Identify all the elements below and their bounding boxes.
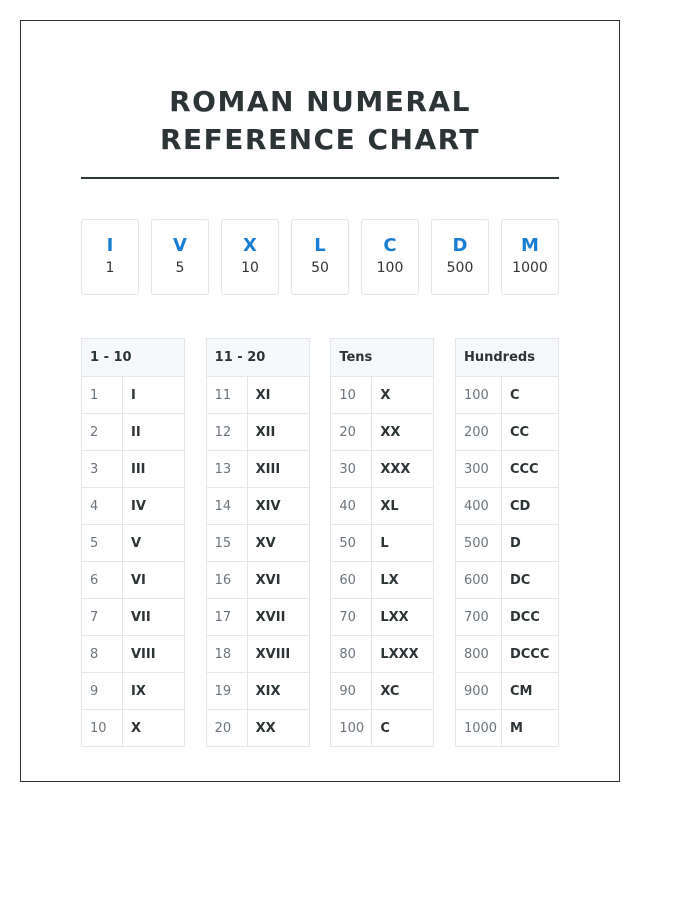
table-row <box>82 451 185 488</box>
symbol-value: 1 <box>105 260 115 276</box>
table-row <box>331 710 434 747</box>
table-row <box>82 710 185 747</box>
table-row <box>82 377 185 414</box>
table-row <box>331 636 434 673</box>
table-header: Tens <box>331 339 434 377</box>
table-row <box>331 451 434 488</box>
symbol-value: 1000 <box>512 260 548 276</box>
roman-numeral: XI <box>247 377 309 414</box>
arabic-number: 14 <box>206 488 247 525</box>
roman-numeral: LX <box>372 562 434 599</box>
table-row <box>206 451 309 488</box>
roman-numeral: V <box>123 525 185 562</box>
table-1-10 <box>81 338 185 747</box>
arabic-number: 10 <box>331 377 372 414</box>
roman-numeral: XII <box>247 414 309 451</box>
roman-numeral: D <box>501 525 558 562</box>
roman-numeral: XC <box>372 673 434 710</box>
roman-numeral: L <box>372 525 434 562</box>
symbol-value: 100 <box>376 260 404 276</box>
arabic-number: 80 <box>331 636 372 673</box>
arabic-number: 16 <box>206 562 247 599</box>
arabic-number: 8 <box>82 636 123 673</box>
table-row <box>82 599 185 636</box>
roman-numeral: CD <box>501 488 558 525</box>
arabic-number: 300 <box>455 451 501 488</box>
symbol-card-m <box>501 219 559 295</box>
roman-numeral: M <box>501 710 558 747</box>
roman-numeral: CCC <box>501 451 558 488</box>
symbol: M <box>521 235 539 256</box>
roman-numeral: VI <box>123 562 185 599</box>
arabic-number: 2 <box>82 414 123 451</box>
roman-numeral: CC <box>501 414 558 451</box>
symbol: D <box>452 235 468 256</box>
table-row <box>455 414 558 451</box>
table-header: Hundreds <box>455 339 558 377</box>
roman-numeral: IX <box>123 673 185 710</box>
symbol-card-x <box>221 219 279 295</box>
arabic-number: 1 <box>82 377 123 414</box>
arabic-number: 600 <box>455 562 501 599</box>
table-row <box>455 599 558 636</box>
arabic-number: 18 <box>206 636 247 673</box>
roman-numeral: VIII <box>123 636 185 673</box>
roman-numeral: LXX <box>372 599 434 636</box>
roman-numeral: XXX <box>372 451 434 488</box>
arabic-number: 10 <box>82 710 123 747</box>
symbol-value: 10 <box>241 260 259 276</box>
table-row <box>82 673 185 710</box>
roman-numeral: I <box>123 377 185 414</box>
arabic-number: 11 <box>206 377 247 414</box>
arabic-number: 700 <box>455 599 501 636</box>
table-row <box>331 488 434 525</box>
roman-numeral: IV <box>123 488 185 525</box>
arabic-number: 800 <box>455 636 501 673</box>
table-row <box>455 377 558 414</box>
symbol-card-i <box>81 219 139 295</box>
table-row <box>331 673 434 710</box>
title-divider <box>81 177 559 179</box>
roman-numeral: XX <box>372 414 434 451</box>
arabic-number: 200 <box>455 414 501 451</box>
arabic-number: 9 <box>82 673 123 710</box>
roman-numeral: XV <box>247 525 309 562</box>
arabic-number: 1000 <box>455 710 501 747</box>
table-row <box>206 377 309 414</box>
arabic-number: 100 <box>455 377 501 414</box>
arabic-number: 70 <box>331 599 372 636</box>
roman-numeral: III <box>123 451 185 488</box>
table-row <box>331 414 434 451</box>
table-row <box>206 414 309 451</box>
symbol: L <box>314 235 326 256</box>
roman-numeral: XIII <box>247 451 309 488</box>
symbol-value: 50 <box>311 260 329 276</box>
table-tens <box>330 338 434 747</box>
roman-numeral: XVI <box>247 562 309 599</box>
table-row <box>206 562 309 599</box>
roman-numeral: VII <box>123 599 185 636</box>
arabic-number: 20 <box>331 414 372 451</box>
arabic-number: 3 <box>82 451 123 488</box>
roman-numeral: XIV <box>247 488 309 525</box>
table-row <box>206 488 309 525</box>
arabic-number: 60 <box>331 562 372 599</box>
table-row <box>455 488 558 525</box>
arabic-number: 20 <box>206 710 247 747</box>
symbol-value: 500 <box>446 260 474 276</box>
table-row <box>82 414 185 451</box>
arabic-number: 19 <box>206 673 247 710</box>
roman-numeral: XL <box>372 488 434 525</box>
symbol: X <box>243 235 257 256</box>
arabic-number: 900 <box>455 673 501 710</box>
reference-page <box>20 20 620 782</box>
table-row <box>82 488 185 525</box>
arabic-number: 6 <box>82 562 123 599</box>
table-row <box>331 599 434 636</box>
table-row <box>455 710 558 747</box>
roman-numeral: X <box>123 710 185 747</box>
table-row <box>455 451 558 488</box>
symbol: I <box>106 235 114 256</box>
roman-numeral: DCCC <box>501 636 558 673</box>
table-hundreds <box>455 338 559 747</box>
roman-numeral: C <box>372 710 434 747</box>
roman-numeral: II <box>123 414 185 451</box>
table-row <box>331 562 434 599</box>
symbol-card-l <box>291 219 349 295</box>
roman-numeral: XVII <box>247 599 309 636</box>
roman-numeral: CM <box>501 673 558 710</box>
table-row <box>82 562 185 599</box>
arabic-number: 17 <box>206 599 247 636</box>
symbol-value: 5 <box>175 260 185 276</box>
symbol-card-v <box>151 219 209 295</box>
roman-numeral: DCC <box>501 599 558 636</box>
arabic-number: 500 <box>455 525 501 562</box>
roman-numeral: XIX <box>247 673 309 710</box>
arabic-number: 13 <box>206 451 247 488</box>
table-row <box>331 377 434 414</box>
table-row <box>206 636 309 673</box>
arabic-number: 12 <box>206 414 247 451</box>
arabic-number: 90 <box>331 673 372 710</box>
symbol-card-d <box>431 219 489 295</box>
arabic-number: 100 <box>331 710 372 747</box>
roman-numeral: XX <box>247 710 309 747</box>
table-row <box>206 673 309 710</box>
table-header: 1 - 10 <box>82 339 185 377</box>
roman-numeral: XVIII <box>247 636 309 673</box>
symbol: C <box>383 235 397 256</box>
table-row <box>206 710 309 747</box>
arabic-number: 5 <box>82 525 123 562</box>
arabic-number: 50 <box>331 525 372 562</box>
arabic-number: 7 <box>82 599 123 636</box>
table-row <box>82 525 185 562</box>
table-row <box>455 525 558 562</box>
roman-numeral: LXXX <box>372 636 434 673</box>
table-row <box>206 599 309 636</box>
arabic-number: 40 <box>331 488 372 525</box>
table-11-20 <box>206 338 310 747</box>
symbol-cards <box>81 219 559 297</box>
table-row <box>455 673 558 710</box>
arabic-number: 4 <box>82 488 123 525</box>
table-row <box>455 636 558 673</box>
arabic-number: 30 <box>331 451 372 488</box>
page-title: ROMAN NUMERAL REFERENCE CHART <box>159 85 481 156</box>
table-row <box>82 636 185 673</box>
table-row <box>331 525 434 562</box>
arabic-number: 400 <box>455 488 501 525</box>
roman-numeral: C <box>501 377 558 414</box>
numeral-tables <box>81 338 559 747</box>
symbol-card-c <box>361 219 419 295</box>
arabic-number: 15 <box>206 525 247 562</box>
table-row <box>206 525 309 562</box>
table-header: 11 - 20 <box>206 339 309 377</box>
symbol: V <box>173 235 187 256</box>
table-row <box>455 562 558 599</box>
roman-numeral: DC <box>501 562 558 599</box>
roman-numeral: X <box>372 377 434 414</box>
